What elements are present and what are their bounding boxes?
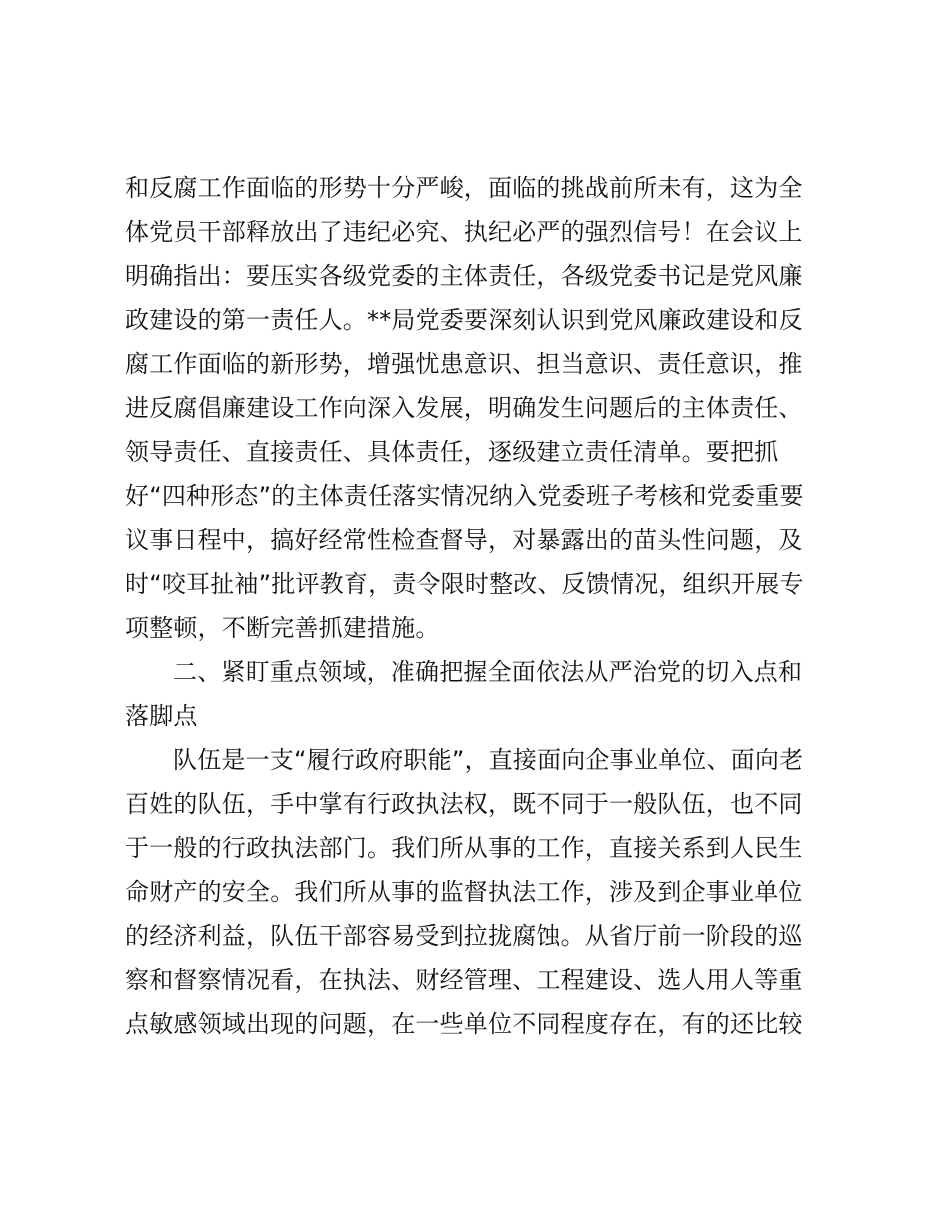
text-line: 队伍是一支“履行政府职能”，直接面向企事业单位、面向老 <box>173 746 804 774</box>
document-body <box>125 166 825 1046</box>
text-line: 议事日程中，搞好经常性检查督导，对暴露出的苗头性问题，及 <box>125 526 803 554</box>
text-line: 好“四种形态”的主体责任落实情况纳入党委班子考核和党委重要 <box>125 482 804 510</box>
text-line: 时“咬耳扯袖”批评教育，责令限时整改、反馈情况，组织开展专 <box>125 570 804 598</box>
text-line: 腐工作面临的新形势，增强忧患意识、担当意识、责任意识，推 <box>125 350 803 378</box>
text-line: 于一般的行政执法部门。我们所从事的工作，直接关系到人民生 <box>125 834 803 862</box>
text-line: 命财产的安全。我们所从事的监督执法工作，涉及到企事业单位 <box>125 878 803 906</box>
text-line: 点敏感领域出现的问题，在一些单位不同程度存在，有的还比较 <box>125 1010 803 1038</box>
text-line: 政建设的第一责任人。**局党委要深刻认识到党风廉政建设和反 <box>125 306 803 334</box>
text-line: 体党员干部释放出了违纪必究、执纪必严的强烈信号！在会议上 <box>125 218 803 246</box>
text-line: 进反腐倡廉建设工作向深入发展，明确发生问题后的主体责任、 <box>125 394 803 422</box>
text-line: 的经济利益，队伍干部容易受到拉拢腐蚀。从省厅前一阶段的巡 <box>125 922 803 950</box>
section-heading-continuation: 落脚点 <box>125 702 198 730</box>
text-line: 察和督察情况看，在执法、财经管理、工程建设、选人用人等重 <box>125 966 803 994</box>
text-line: 领导责任、直接责任、具体责任，逐级建立责任清单。要把抓 <box>125 438 779 466</box>
text-line: 百姓的队伍，手中掌有行政执法权，既不同于一般队伍，也不同 <box>125 790 803 818</box>
text-line: 明确指出：要压实各级党委的主体责任，各级党委书记是党风廉 <box>125 262 803 290</box>
text-line: 和反腐工作面临的形势十分严峻，面临的挑战前所未有，这为全 <box>125 174 803 202</box>
section-heading: 二、紧盯重点领域，准确把握全面依法从严治党的切入点和 <box>173 658 803 686</box>
text-line: 项整顿，不断完善抓建措施。 <box>125 614 440 642</box>
